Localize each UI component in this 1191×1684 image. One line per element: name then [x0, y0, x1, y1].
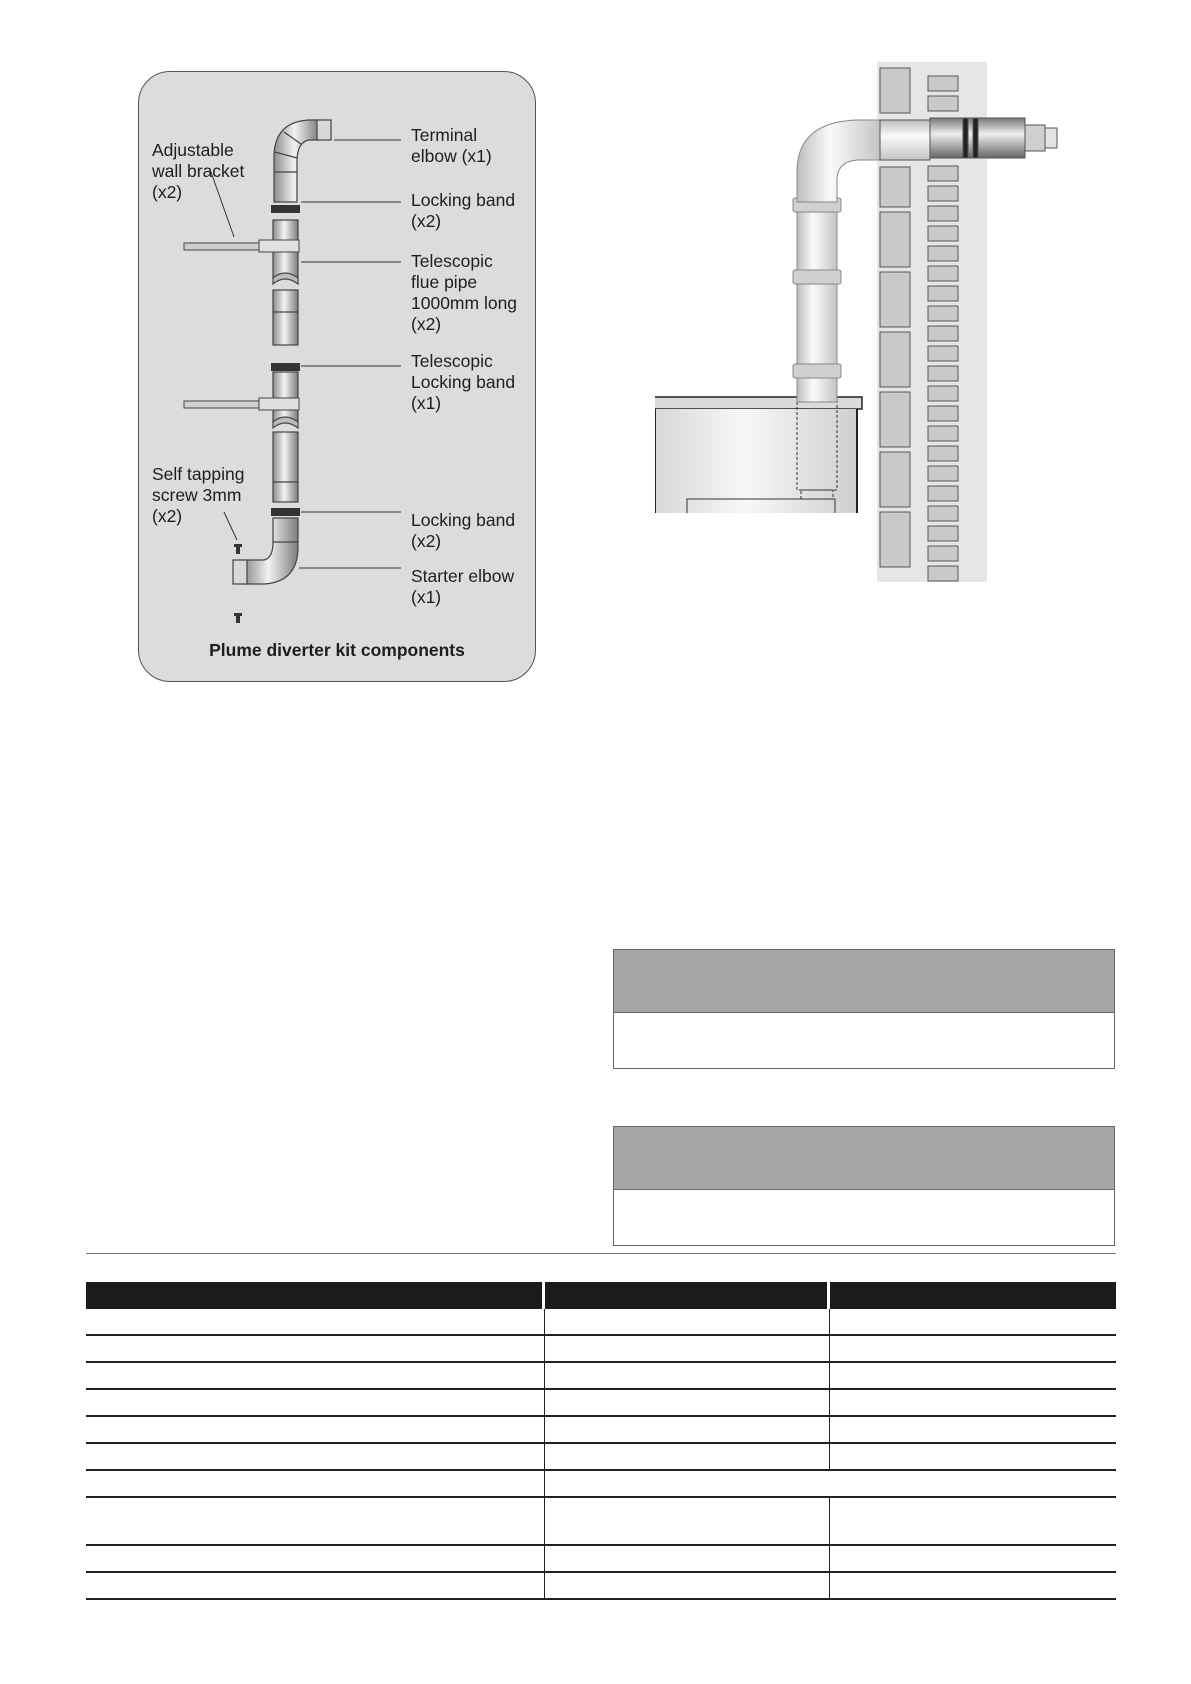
locking-band-top [271, 205, 300, 213]
terminal-elbow [274, 120, 331, 202]
starter-elbow-label: Starter elbow (x1) [411, 566, 515, 607]
installation-diagram [655, 62, 1085, 592]
figure-caption: Plume diverter kit components [209, 640, 465, 660]
table-row [86, 1573, 1116, 1600]
table-row [86, 1498, 1116, 1546]
table-row [86, 1309, 1116, 1336]
note-box-2-header [614, 1127, 1114, 1190]
lower-wall-bracket [184, 398, 299, 410]
self-tapping-screw-label: Self tapping screw 3mm (x2) [152, 464, 245, 526]
header-cell-3 [830, 1282, 1116, 1309]
terminal-elbow-label: Terminal elbow (x1) [411, 125, 492, 166]
note-box-2-body [614, 1190, 1114, 1245]
note-box-2 [613, 1126, 1115, 1246]
locking-band-bottom-label: Locking band (x2) [411, 510, 516, 551]
table-row [86, 1471, 1116, 1498]
table-header [86, 1282, 1116, 1309]
terminal-section [880, 118, 1057, 160]
section-divider [86, 1253, 1116, 1254]
note-box-1-header [614, 950, 1114, 1013]
elbow-bend [797, 120, 880, 202]
upper-flue-pipe [273, 220, 298, 345]
spec-table [86, 1282, 1116, 1600]
adjustable-bracket-label: Adjustable wall bracket (x2) [152, 140, 245, 202]
table-row [86, 1546, 1116, 1573]
boiler-casing [655, 397, 862, 513]
kit-components-panel [138, 71, 536, 682]
starter-elbow [233, 518, 298, 584]
lower-flue-pipe [273, 372, 298, 502]
telescopic-band-label: Telescopic Locking band (x1) [411, 351, 516, 413]
table-row [86, 1363, 1116, 1390]
note-box-1 [613, 949, 1115, 1069]
note-box-1-body [614, 1013, 1114, 1068]
table-row [86, 1444, 1116, 1471]
header-cell-1 [86, 1282, 545, 1309]
telescopic-pipe-label: Telescopic flue pipe 1000mm long (x2) [411, 251, 518, 334]
table-row [86, 1336, 1116, 1363]
telescopic-band [271, 363, 300, 371]
leader-lines [299, 140, 401, 568]
locking-band-top-label: Locking band (x2) [411, 190, 516, 231]
table-row [86, 1417, 1116, 1444]
table-row [86, 1390, 1116, 1417]
vertical-flue [793, 198, 841, 402]
locking-band-bottom [271, 508, 300, 516]
header-cell-2 [545, 1282, 830, 1309]
